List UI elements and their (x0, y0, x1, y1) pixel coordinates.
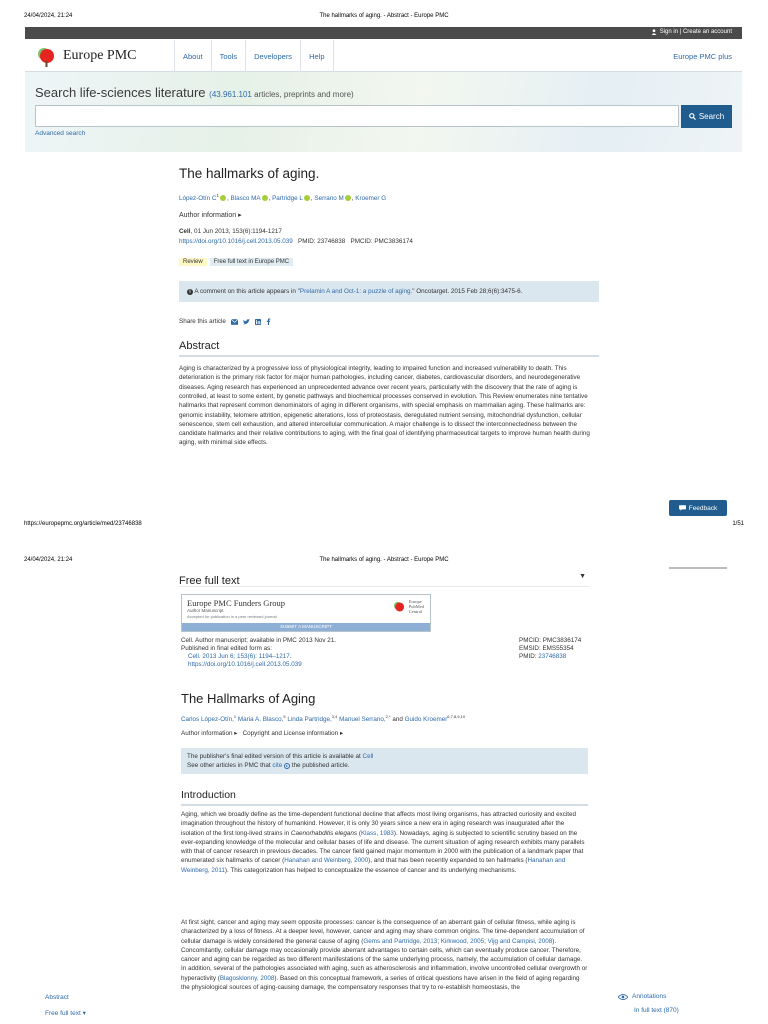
europepmc-plus-link[interactable]: Europe PMC plus (673, 52, 732, 61)
article-count-link[interactable]: (43.961.101 (209, 90, 252, 99)
pmid-label: PMID: (519, 653, 539, 660)
and-word: and (392, 716, 403, 724)
abstract-heading: Abstract (179, 340, 599, 357)
see-other-text: See other articles in PMC that (187, 762, 273, 769)
user-icon (651, 29, 657, 35)
print-title: The hallmarks of aging. - Abstract - Europe PMC (319, 13, 449, 19)
cite-doi-link[interactable]: https://doi.org/10.1016/j.cell.2013.05.039 (188, 661, 302, 668)
author-link[interactable]: Guido Kroemer (404, 716, 448, 724)
reference-link[interactable]: Kirkwood, 2005 (440, 937, 485, 945)
author-link[interactable]: Serrano M (314, 195, 344, 203)
funders-group-banner (181, 594, 431, 632)
eye-icon (618, 994, 628, 1000)
author-info-label: Author information (181, 730, 233, 737)
species-name: Caenorhabditis elegans (290, 829, 358, 837)
pmid: PMID: 23746838 (298, 238, 346, 246)
circle-arrow-icon: ▸ (285, 763, 288, 768)
reference-link[interactable]: Hanahan and Weinberg, 2011 (181, 857, 566, 874)
comment-notice (179, 281, 599, 302)
manuscript-ids (519, 637, 581, 661)
nav-about[interactable]: About (174, 40, 211, 72)
intro-paragraph-2 (181, 918, 588, 1024)
author-information-label: Author information (179, 212, 237, 220)
print-url: https://europepmc.org/article/med/23746838 (24, 521, 142, 527)
pmc-logo-word: PubMed (408, 604, 424, 609)
author-information-toggle[interactable] (179, 211, 599, 219)
annotations-toggle[interactable] (618, 993, 666, 1000)
text: ). Based on this conceptual framework, a series of critical questions have arisen in the field of aging regarding the physiological sources of aging-causing damage, the compensatory responses that try to re-establish homeostasis, the (181, 974, 580, 992)
pmc-logo-icon (392, 600, 406, 614)
pmcid: PMCID: PMC3836174 (519, 637, 582, 644)
share-row (179, 318, 599, 325)
pmc-logo-word: Central (408, 609, 422, 614)
in-full-text-annotations-link[interactable]: In full text (870) (634, 1007, 679, 1014)
fulltext-title: The Hallmarks of Aging (181, 691, 316, 706)
text: Aging, which we broadly define as the time-dependent functional decline that affects most living organisms, has attracted curiosity and excited imagination throughout the history of humankind. However, it is only 30 years since a new era in aging research was inaugurated after the isolation of the first long-lived strains in (181, 811, 577, 837)
info-icon: i (187, 289, 193, 295)
search-input[interactable] (35, 105, 679, 127)
main-navbar (25, 40, 742, 72)
reference-link[interactable]: Blagosklonny, 2008 (219, 974, 275, 982)
email-icon[interactable] (231, 319, 238, 325)
author-link[interactable]: Manuel Serrano, (339, 716, 386, 724)
text: ), and that has been recently expanded to ten hallmarks ( (368, 857, 528, 865)
text: ). Concomitantly, cellular damage may occasionally provide aberrant advantages to certain cells, which can eventually produce cancer. Therefore, cancer and aging can be regarded as two different manifestations of the same underlying process, namely, the accumulation of cellular damage. In addition, several of the pathologies associated with aging, such as atherosclerosis and inflammation, involve uncontrolled cellular overgrowth or hyperactivity ( (181, 937, 588, 982)
author-sup: 6,7,8,9,10 (447, 714, 466, 719)
europepmc-logo[interactable] (35, 45, 137, 67)
top-account-bar (25, 27, 742, 39)
banner-subtitle: Author Manuscript (187, 608, 224, 613)
search-title-text: Search life-sciences literature (35, 85, 206, 100)
europe-pubmed-central-logo (392, 599, 424, 614)
author-sup: 1 (216, 193, 219, 198)
chat-icon (679, 505, 686, 511)
published-line: Published in final edited form as: (181, 645, 273, 652)
fulltext-heading: Free full text (179, 575, 240, 587)
account-links[interactable] (651, 29, 732, 35)
share-label: Share this article (179, 318, 226, 326)
orcid-icon[interactable] (345, 195, 351, 201)
introduction-heading: Introduction (181, 789, 588, 806)
banner-title: Europe PMC Funders Group (187, 598, 285, 608)
pmcid: PMCID: PMC3836174 (350, 238, 413, 246)
author-link[interactable]: Carlos López-Otín, (181, 716, 234, 724)
sign-in-link[interactable]: Sign in | Create an account (659, 29, 732, 35)
print-title: The hallmarks of aging. - Abstract - Europe PMC (319, 557, 449, 563)
sidebar-fulltext-label: Free full text (45, 1010, 81, 1017)
collapse-caret-icon[interactable]: ▼ (579, 573, 586, 580)
search-title (35, 85, 354, 100)
text: ; (437, 937, 441, 945)
text: ; (484, 937, 488, 945)
manuscript-line: Cell. Author manuscript; available in PMC 2013 Nov 21. (181, 637, 337, 644)
submit-manuscript-bar: SUBMIT A MANUSCRIPT (182, 623, 430, 631)
free-full-text-tag[interactable]: Free full text in Europe PMC (210, 258, 293, 266)
author-sup: 5 (283, 714, 286, 719)
search-button-label: Search (698, 112, 725, 121)
feedback-button[interactable] (669, 500, 727, 516)
author-sup: 3,4 (331, 714, 338, 719)
cite-link[interactable]: Cell. 2013 Jun 6; 153(6): 1194–1217. (188, 653, 292, 660)
advanced-search-link[interactable]: Advanced search (35, 130, 86, 137)
abstract-text: Aging is characterized by a progressive loss of physiological integrity, leading to impaired function and increased vulnerability to death. This deterioration is the primary risk factor for major human pathologies, including cancer, diabetes, cardiovascular disorders, and neurodegenerative diseases. Aging research has experienced an unprecedented advance over recent years, particularly with the discovery that the rate of aging is controlled, at least to some extent, by genetic pathways and biochemical processes conserved in evolution. This Review enumerates nine tentative hallmarks that represent common denominators of aging in different organisms, with special emphasis on mammalian aging. These hallmarks are: genomic instability, telomere attrition, epigenetic alterations, loss of proteostasis, deregulated nutrient sensing, mitochondrial dysfunction, cellular senescence, stem cell exhaustion, and altered intercellular communication. A major challenge is to dissect the interconnectedness between the candidate hallmarks and their relative contributions to aging, with the final goal of identifying pharmaceutical targets to improve human health during aging, with minimal side effects. (179, 365, 590, 447)
text: ). This categorization has helped to conceptualize the essence of cancer and its underlying mechanisms. (224, 866, 517, 874)
publisher-notice (181, 748, 588, 774)
orcid-icon[interactable] (220, 195, 226, 201)
review-tag: Review (179, 258, 207, 266)
nav-help[interactable]: Help (300, 40, 333, 72)
comment-link[interactable]: Prelamin A and Oct-1: a puzzle of aging. (299, 288, 413, 296)
orcid-icon[interactable] (262, 195, 268, 201)
author-link[interactable]: Linda Partridge, (287, 716, 332, 724)
journal-name: Cell (179, 228, 191, 236)
comment-prefix: A comment on this article appears in " (194, 288, 300, 296)
reference-link[interactable]: Klass, 1983 (360, 829, 394, 837)
caret-right-icon: ▸ (238, 212, 242, 220)
print-date: 24/04/2024, 21:24 (24, 13, 73, 19)
citation-line (179, 228, 599, 235)
sidebar-fulltext-link[interactable] (45, 1009, 86, 1017)
pmid-link[interactable]: 23746838 (538, 653, 567, 660)
author-link[interactable]: Blasco MA (230, 195, 261, 203)
print-date: 24/04/2024, 21:24 (24, 557, 73, 563)
text: ). Nowadays, aging is subjected to scientific scrutiny based on the ever-expanding knowledge of the molecular and cellular bases of life and disease. The current situation of aging research exhibits many parallels with that of cancer research in previous decades. The cancer field gained major momentum in 2000 with the publication of a landmark paper that enumerated six hallmarks of cancer ( (181, 829, 585, 865)
print-page-number: 1/51 (732, 521, 744, 527)
doi-link[interactable]: https://doi.org/10.1016/j.cell.2013.05.039 (179, 238, 293, 246)
nav-developers[interactable]: Developers (245, 40, 300, 72)
search-button[interactable] (681, 105, 732, 128)
banner-note: Accepted for publication in a peer reviewed journal (187, 614, 277, 619)
cite-articles-link[interactable]: cite (272, 762, 283, 769)
author-link[interactable]: Maria A. Blasco, (237, 716, 284, 724)
search-panel (25, 72, 742, 152)
article-title: The hallmarks of aging. (179, 166, 320, 181)
author-sup: 1 (233, 714, 237, 719)
identifiers-line (179, 238, 599, 245)
reference-link[interactable]: Vijg and Campisi, 2008 (487, 937, 553, 945)
reference-link[interactable]: Hanahan and Weinberg, 2000 (284, 857, 369, 865)
author-link[interactable]: Kroemer G (355, 195, 387, 203)
nav-menu (174, 40, 334, 72)
fulltext-author-info-toggle[interactable] (181, 730, 343, 737)
tags (179, 250, 599, 268)
logo-icon (35, 45, 57, 67)
text: ( (357, 829, 361, 837)
linkedin-icon[interactable] (255, 319, 261, 325)
orcid-icon[interactable] (304, 195, 310, 201)
divider (669, 567, 727, 569)
caret-right-icon: ▸ (234, 730, 238, 737)
caret-right-icon: ▸ (339, 730, 344, 737)
citation-details: , 01 Jun 2013, 153(6):1194-1217 (190, 228, 282, 236)
twitter-icon[interactable] (243, 319, 250, 325)
logo-text: Europe PMC (63, 48, 137, 63)
comment-suffix: " Oncotarget. 2015 Feb 28;6(6):3475-6. (412, 288, 523, 296)
emsid: EMSID: EMS55354 (519, 645, 574, 652)
manuscript-info (181, 637, 481, 669)
facebook-icon[interactable] (266, 318, 271, 325)
fulltext-authors (181, 714, 591, 723)
author-link[interactable]: López-Otín C (179, 195, 217, 203)
search-icon (689, 113, 696, 120)
fulltext-header[interactable] (179, 571, 589, 587)
reference-link[interactable]: Gems and Partridge, 2013 (363, 937, 438, 945)
annotations-label: Annotations (632, 993, 667, 1000)
author-sup: 2,* (385, 714, 391, 719)
see-other-suffix: the published article. (289, 762, 350, 769)
nav-tools[interactable]: Tools (211, 40, 246, 72)
feedback-label: Feedback (688, 504, 718, 512)
pmc-logo-word: Europe (408, 599, 422, 604)
article-count-text: articles, preprints and more) (251, 90, 354, 99)
article-header (179, 166, 599, 448)
sidebar-abstract-link[interactable]: Abstract (45, 994, 69, 1001)
publisher-link[interactable]: Cell (362, 753, 374, 760)
author-list: López-Otín $C^1$ , Blasco MA , Partridge L , Serrano M , Kroemer G (179, 193, 387, 203)
license-toggle[interactable]: Copyright and License information (242, 730, 339, 737)
author-link[interactable]: Partridge L (272, 195, 303, 203)
publisher-text: The publisher's final edited version of this article is available at (187, 753, 363, 760)
intro-paragraph-1 (181, 810, 588, 875)
caret-down-icon: ▾ (82, 1010, 86, 1017)
text: At first sight, cancer and aging may seem opposite processes: cancer is the consequence of an aberrant gain of cellular fitness, while aging is characterized by a loss of fitness. At a deeper level, however, cancer and aging may share common origins. The time-dependent accumulation of cellular damage is widely considered the general cause of aging ( (181, 919, 585, 945)
